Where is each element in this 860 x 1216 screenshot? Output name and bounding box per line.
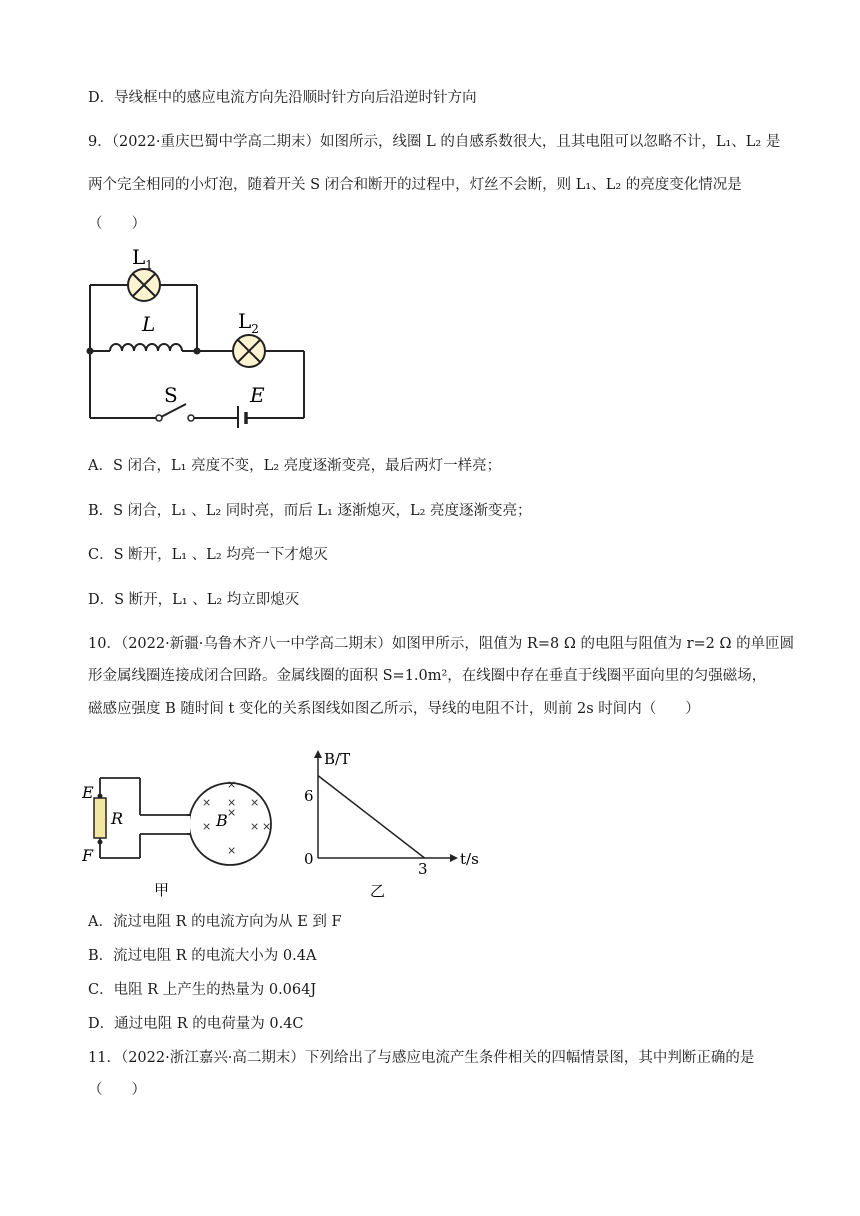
x-axis-arrow (450, 854, 458, 862)
battery-label: E (250, 383, 265, 407)
y-axis-arrow (314, 750, 322, 758)
q10-option-c: C．电阻 R 上产生的热量为 0.064J (88, 982, 317, 998)
q10-stem-line1: 10．（2022·新疆·乌鲁木齐八一中学高二期末）如图甲所示，阻值为 R=8 Ω 的电阻与阻值为 r=2 Ω 的单匝圆 (88, 636, 795, 652)
lamp-l1-icon (128, 269, 160, 301)
q8-option-d: D．导线框中的感应电流方向先沿顺时针方向后沿逆时针方向 (88, 90, 477, 106)
series-line (318, 776, 425, 858)
q11-stem-line1: 11．（2022·浙江嘉兴·高二期末）下列给出了与感应电流产生条件相关的四幅情景图，其中判断正确的是 (88, 1050, 755, 1066)
x-axis-label: t/s (460, 850, 479, 868)
resistor-icon (94, 798, 106, 838)
svg-text:×: × (250, 820, 260, 833)
label-e: E (82, 783, 94, 802)
y-tick-label: 6 (304, 787, 314, 805)
svg-text:×: × (202, 796, 212, 809)
svg-text:×: × (262, 820, 272, 833)
svg-text:×: × (227, 778, 237, 791)
q10-stem-line3: 磁感应强度 B 随时间 t 变化的关系图线如图乙所示，导线的电阻不计，则前 2s 时间内（ ） (88, 701, 700, 717)
q9-option-d: D．S 断开，L₁ 、L₂ 均立即熄灭 (88, 592, 300, 608)
x-tick-label: 3 (418, 860, 428, 878)
q9-answer-blank: （ ） (88, 216, 146, 232)
lamp-l2-icon (233, 335, 265, 367)
q9-stem-line2: 两个完全相同的小灯泡，随着开关 S 闭合和断开的过程中，灯丝不会断，则 L₁、L₂ 的亮度变化情况是 (88, 177, 742, 193)
q11-answer-blank: （ ） (88, 1082, 146, 1098)
caption-yi: 乙 (370, 882, 386, 900)
q10-option-d: D．通过电阻 R 的电荷量为 0.4C (88, 1016, 304, 1032)
switch-label: S (164, 383, 178, 407)
svg-text:×: × (227, 844, 237, 857)
battery-icon (238, 406, 246, 428)
caption-jia: 甲 (154, 881, 170, 899)
terminal-f (98, 840, 103, 845)
lamp-l2-label: $L_2$ (238, 309, 259, 336)
q9-stem-line1: 9．（2022·重庆巴蜀中学高二期末）如图所示，线圈 L 的自感系数很大，且其电阻可以忽略不计，L₁、L₂ 是 (88, 134, 781, 150)
q9-option-a: A．S 闭合，L₁ 亮度不变，L₂ 亮度逐渐变亮，最后两灯一样亮； (88, 458, 502, 474)
svg-text:×: × (250, 796, 260, 809)
q9-option-c: C．S 断开，L₁ 、L₂ 均亮一下才熄灭 (88, 547, 328, 563)
label-f: F (82, 846, 94, 865)
q10-figure-yi-chart (298, 740, 498, 905)
terminal-e (98, 794, 103, 799)
coil-label: L (142, 312, 156, 336)
origin-label: 0 (304, 850, 314, 868)
q10-stem-line2: 形金属线圈连接成闭合回路。金属线圈的面积 S=1.0m²，在线圈中存在垂直于线圈平面向里的匀强磁场， (88, 668, 767, 684)
q9-circuit-diagram (80, 238, 320, 428)
q10-option-a: A．流过电阻 R 的电流方向为从 E 到 F (88, 914, 342, 930)
q10-option-b: B．流过电阻 R 的电流大小为 0.4A (88, 948, 317, 964)
y-axis-label: B/T (324, 750, 351, 768)
coil-icon (110, 344, 182, 351)
q10-figure-jia (82, 768, 282, 903)
label-b: B (216, 811, 228, 830)
svg-text:×: × (202, 820, 212, 833)
q9-option-b: B．S 闭合，L₁ 、L₂ 同时亮，而后 L₁ 逐渐熄灭，L₂ 亮度逐渐变亮； (88, 503, 532, 519)
svg-text:×: × (227, 806, 237, 819)
label-r: R (111, 809, 124, 828)
svg-text:×: × (227, 796, 237, 809)
lamp-l1-label: $L_1$ (132, 245, 153, 272)
